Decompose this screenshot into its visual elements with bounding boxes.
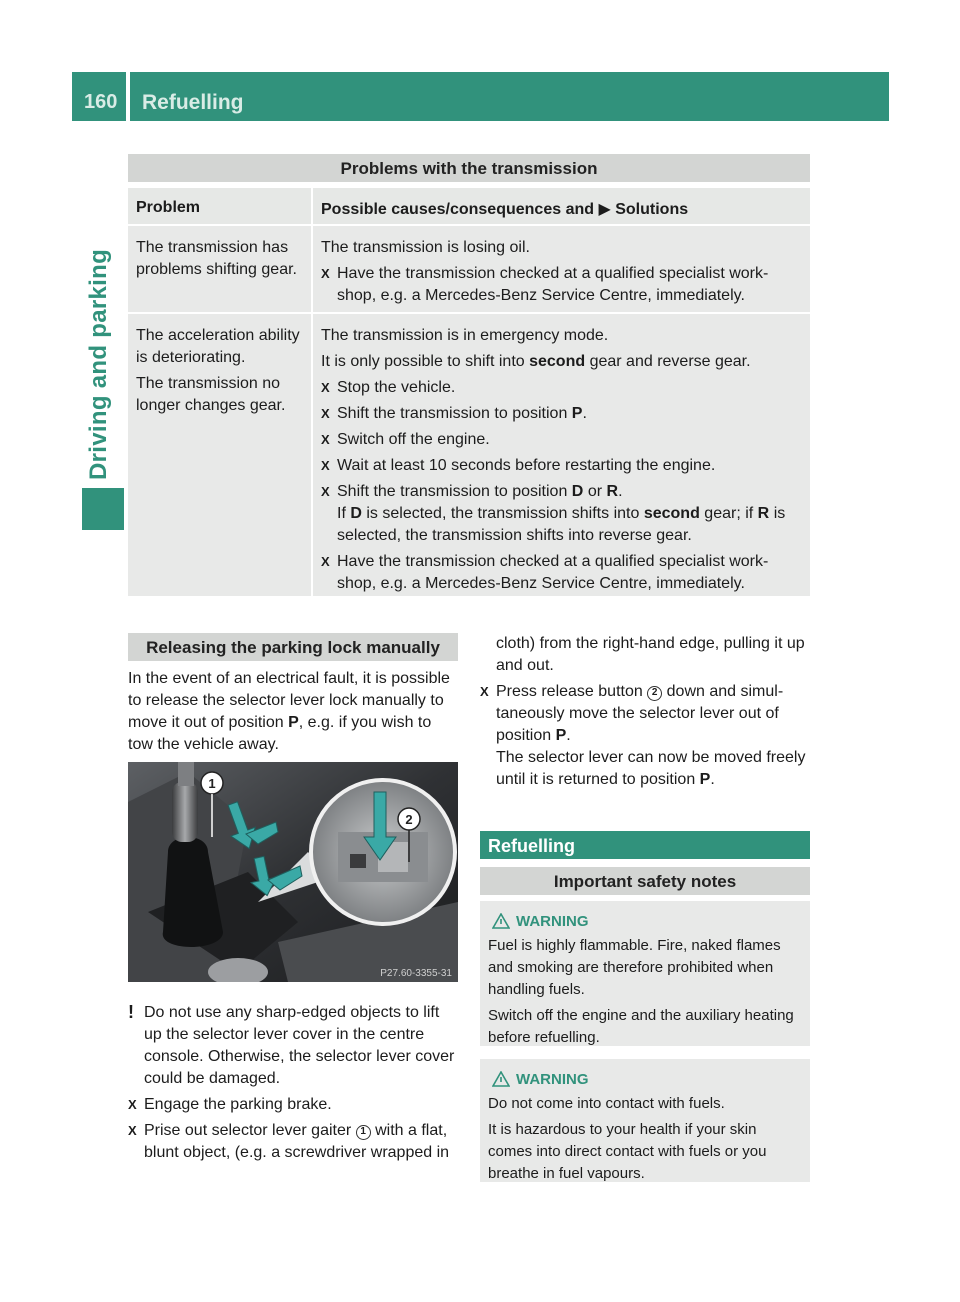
chapter-title: Refuelling: [142, 91, 244, 114]
table-header-row: [128, 188, 810, 226]
selector-lever-illustration: [128, 762, 458, 982]
callout-2-label: 2: [405, 812, 413, 827]
step-arrow-icon: X: [321, 458, 330, 473]
sidebar-chapter-label: Driving and parking: [85, 248, 112, 480]
problem-cell: The acceleration ability is deteriorating. The transmission no longer changes gear.: [128, 314, 313, 596]
step-item: X Switch off the engine.: [321, 429, 802, 451]
transmission-section-title: Problems with the transmission: [128, 154, 810, 182]
step-arrow-icon: X: [321, 380, 330, 395]
parking-lock-intro: In the event of an electrical fault, it is possible to release the selector lever lock manually to move it out of position P, e.g. if you wish to tow the vehicle away.: [128, 670, 450, 753]
warning-box-fuel-flammable: WARNING Fuel is highly flammable. Fire, naked flames and smoking are therefore prohibited when handling fuels. Switch off the engine and the auxiliary heating before refuelling.: [480, 901, 810, 1046]
step-item: X Shift the transmission to position D or R. If D is selected, the transmission shifts into second gear; if R is selected, the transmission shifts into reverse gear.: [321, 483, 786, 544]
callout-1-ref: 1: [356, 1125, 371, 1140]
step-item: X Have the transmission checked at a qualified specialist work-shop, e.g. a Mercedes-Benz Service Centre, immediately.: [321, 553, 769, 592]
step-arrow-icon: X: [480, 684, 489, 699]
callout-1-label: 1: [208, 776, 216, 791]
step-arrow-icon: X: [321, 554, 330, 569]
parking-lock-steps-left: [128, 998, 460, 1164]
page-number: 160: [84, 91, 118, 113]
step-item: X Have the transmission checked at a qualified specialist work-shop, e.g. a Mercedes-Benz Service Centre, immediately.: [321, 265, 769, 304]
caution-note: ! Do not use any sharp-edged objects to lift up the selector lever cover in the centre console. Otherwise, the selector lever cover could be damaged.: [128, 1002, 455, 1087]
table-row: [128, 314, 810, 598]
warning-triangle-icon: [492, 1071, 510, 1087]
col-header-problem: Problem: [128, 188, 313, 224]
solution-cell: The transmission is losing oil. X Have the transmission checked at a qualified specialist work-shop, e.g. a Mercedes-Benz Service Centre, immediately.: [313, 226, 810, 312]
step-item: X Shift the transmission to position P.: [321, 403, 802, 425]
parking-lock-steps-right: cloth) from the right-hand edge, pulling it up and out. X Press release button 2 down and simul-taneously move the selector lever out of position P. The selector lever can now be moved freely until it is returned to position P.: [480, 633, 812, 791]
step-arrow-icon: X: [321, 266, 330, 281]
step-arrow-icon: X: [321, 484, 330, 499]
step-arrow-icon: X: [321, 432, 330, 447]
header-divider: [126, 72, 130, 121]
step-arrow-icon: X: [128, 1097, 137, 1112]
step-arrow-icon: X: [128, 1123, 137, 1138]
selector-lever-figure: [128, 762, 458, 982]
step-item: X Engage the parking brake.: [128, 1094, 460, 1116]
refuelling-section-title: Refuelling: [480, 831, 810, 859]
col-header-solutions: Possible causes/consequences and ▶ Solutions: [313, 188, 810, 224]
safety-notes-title: Important safety notes: [480, 867, 810, 895]
warning-box-fuel-contact: WARNING Do not come into contact with fuels. It is hazardous to your health if your skin comes into direct contact with fuels or you breathe in fuel vapours.: [480, 1059, 810, 1182]
step-item: X Stop the vehicle.: [321, 377, 802, 399]
step-item: X Wait at least 10 seconds before restarting the engine.: [321, 455, 802, 477]
table-row: [128, 226, 810, 314]
figure-code: P27.60-3355-31: [380, 968, 452, 979]
parking-lock-section-title: Releasing the parking lock manually: [128, 633, 458, 661]
caution-icon: !: [128, 1002, 134, 1022]
solution-cell: The transmission is in emergency mode. It is only possible to shift into second gear and reverse gear. X Stop the vehicle. X Shift the transmission to position P. X Switch off the engine. X Wait at least 10 seconds before restarting the engine. X Shift the transmission to position D or R. If D is selected, the transmission shifts into second gear; if R is selected, the transmission shifts into reverse gear. X Have the transmission checked at a qualified specialist work-shop, e.g. a Mercedes-Benz Service Centre, immediately.: [313, 314, 810, 596]
step-item: X Press release button 2 down and simul-taneously move the selector lever out of position P. The selector lever can now be moved freely until it is returned to position P.: [480, 683, 806, 788]
step-item: X Prise out selector lever gaiter 1 with a flat, blunt object, (e.g. a screwdriver wrapped in: [128, 1122, 450, 1161]
solutions-arrow-icon: ▶: [598, 201, 611, 218]
warning-triangle-icon: [492, 913, 510, 929]
sidebar-tab-marker: [82, 488, 124, 530]
transmission-problems-table: [128, 188, 810, 598]
step-arrow-icon: X: [321, 406, 330, 421]
callout-2-ref: 2: [647, 686, 662, 701]
problem-cell: The transmission has problems shifting gear.: [128, 226, 313, 312]
page-header: [72, 72, 889, 121]
